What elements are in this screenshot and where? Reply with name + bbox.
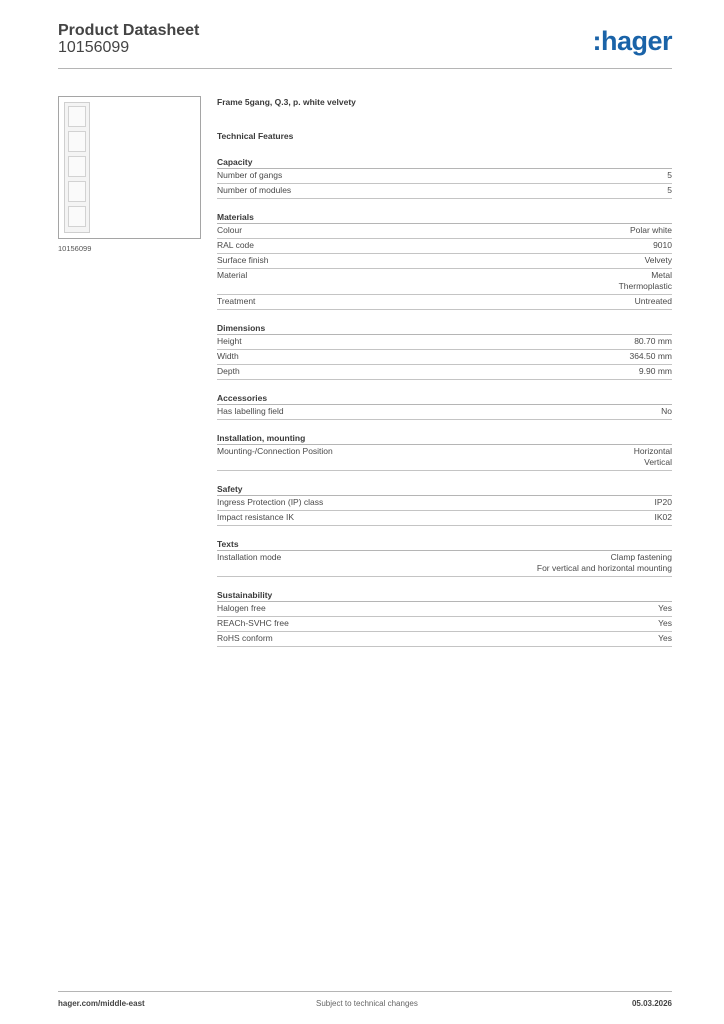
section-title: Installation, mounting bbox=[217, 432, 672, 445]
page-title: Product Datasheet bbox=[58, 22, 200, 39]
spec-value: 364.50 mm bbox=[629, 351, 672, 361]
spec-row bbox=[217, 254, 672, 269]
spec-row bbox=[217, 632, 672, 647]
section-title: Sustainability bbox=[217, 589, 672, 602]
spec-label: Surface finish bbox=[217, 255, 269, 265]
spec-content bbox=[217, 96, 672, 647]
section-sustainability bbox=[217, 589, 672, 647]
footer-date: 05.03.2026 bbox=[631, 999, 672, 1008]
spec-value: Untreated bbox=[634, 296, 672, 306]
header-divider bbox=[58, 68, 672, 69]
spec-value: Polar white bbox=[629, 225, 672, 235]
product-code: 10156099 bbox=[58, 39, 130, 56]
spec-label: Impact resistance IK bbox=[217, 512, 295, 522]
spec-label: Ingress Protection (IP) class bbox=[217, 497, 324, 507]
spec-value-line: Metal bbox=[651, 270, 672, 280]
frame-gang bbox=[68, 106, 86, 127]
spec-label: Mounting-/Connection Position bbox=[217, 446, 333, 456]
product-name: Frame 5gang, Q.3, p. white velvety bbox=[217, 97, 356, 107]
product-image bbox=[58, 96, 201, 239]
spec-value-line: Horizontal bbox=[633, 446, 672, 456]
spec-row bbox=[217, 224, 672, 239]
spec-value bbox=[634, 446, 672, 468]
spec-row bbox=[217, 445, 672, 471]
spec-label: Has labelling field bbox=[217, 406, 284, 416]
footer-disclaimer: Subject to technical changes bbox=[316, 999, 418, 1008]
frame-gang bbox=[68, 181, 86, 202]
spec-value: Velvety bbox=[644, 255, 672, 265]
spec-row bbox=[217, 269, 672, 295]
spec-row bbox=[217, 551, 672, 577]
section-materials bbox=[217, 211, 672, 310]
spec-row bbox=[217, 239, 672, 254]
spec-row bbox=[217, 496, 672, 511]
spec-label: Installation mode bbox=[217, 552, 282, 562]
section-title: Capacity bbox=[217, 156, 672, 169]
spec-row bbox=[217, 602, 672, 617]
spec-value: Yes bbox=[658, 633, 672, 643]
section-safety bbox=[217, 483, 672, 526]
section-title: Dimensions bbox=[217, 322, 672, 335]
hager-logo: :hager bbox=[592, 26, 672, 56]
section-title: Safety bbox=[217, 483, 672, 496]
spec-label: Depth bbox=[217, 366, 240, 376]
spec-row bbox=[217, 184, 672, 199]
spec-value-line: For vertical and horizontal mounting bbox=[536, 563, 672, 573]
spec-value: 9.90 mm bbox=[638, 366, 672, 376]
technical-features-title: Technical Features bbox=[217, 131, 294, 141]
section-title: Accessories bbox=[217, 392, 672, 405]
image-caption: 10156099 bbox=[58, 244, 92, 253]
spec-value: 9010 bbox=[653, 240, 672, 250]
spec-row bbox=[217, 405, 672, 420]
section-texts bbox=[217, 538, 672, 577]
frame-gang bbox=[68, 206, 86, 227]
frame-gang bbox=[68, 156, 86, 177]
spec-value: IK02 bbox=[654, 512, 672, 522]
spec-value: No bbox=[661, 406, 672, 416]
frame-illustration bbox=[64, 102, 90, 233]
spec-value: Yes bbox=[658, 603, 672, 613]
spec-label: REACh-SVHC free bbox=[217, 618, 289, 628]
spec-label: RAL code bbox=[217, 240, 255, 250]
spec-label: Width bbox=[217, 351, 239, 361]
section-installation bbox=[217, 432, 672, 471]
spec-row bbox=[217, 511, 672, 526]
spec-label: Number of modules bbox=[217, 185, 292, 195]
spec-value: 5 bbox=[667, 185, 672, 195]
spec-label: Number of gangs bbox=[217, 170, 283, 180]
spec-value bbox=[537, 552, 672, 574]
spec-value bbox=[619, 270, 672, 292]
spec-value-line: Clamp fastening bbox=[610, 552, 672, 562]
spec-value: 80.70 mm bbox=[634, 336, 672, 346]
frame-gang bbox=[68, 131, 86, 152]
spec-label: Halogen free bbox=[217, 603, 266, 613]
section-title: Materials bbox=[217, 211, 672, 224]
spec-row bbox=[217, 295, 672, 310]
spec-label: Height bbox=[217, 336, 242, 346]
footer-divider bbox=[58, 991, 672, 992]
spec-label: RoHS conform bbox=[217, 633, 273, 643]
spec-row bbox=[217, 617, 672, 632]
section-title: Texts bbox=[217, 538, 672, 551]
footer-website: hager.com/middle-east bbox=[58, 999, 145, 1008]
spec-label: Material bbox=[217, 270, 248, 280]
spec-row bbox=[217, 365, 672, 380]
spec-row bbox=[217, 350, 672, 365]
section-dimensions bbox=[217, 322, 672, 380]
section-accessories bbox=[217, 392, 672, 420]
spec-label: Treatment bbox=[217, 296, 256, 306]
spec-value: Yes bbox=[658, 618, 672, 628]
spec-label: Colour bbox=[217, 225, 243, 235]
spec-row bbox=[217, 335, 672, 350]
spec-value-line: Thermoplastic bbox=[618, 281, 672, 291]
spec-row bbox=[217, 169, 672, 184]
section-capacity bbox=[217, 156, 672, 199]
spec-value: IP20 bbox=[654, 497, 672, 507]
spec-value: 5 bbox=[667, 170, 672, 180]
spec-value-line: Vertical bbox=[644, 457, 672, 467]
